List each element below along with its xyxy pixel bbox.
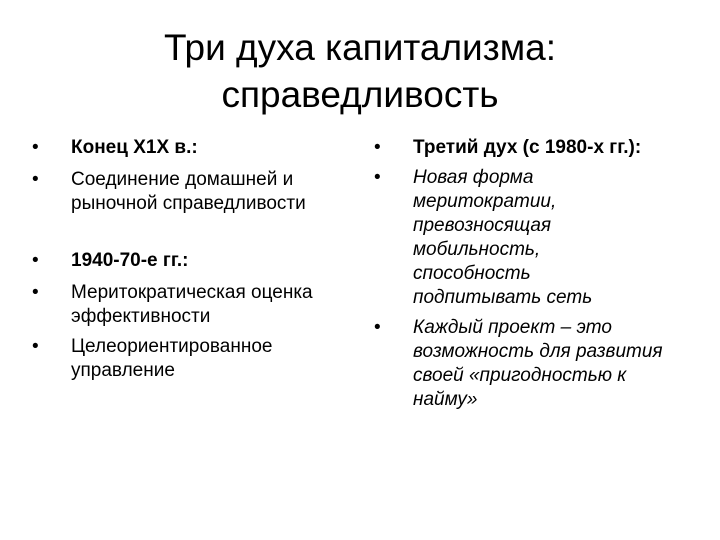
left-bullet-item	[28, 335, 361, 383]
right-bullet-item	[370, 316, 663, 412]
bullet-icon: •	[374, 317, 381, 338]
bullet-icon: •	[374, 167, 381, 188]
slide-title	[40, 24, 680, 118]
right-bullet-item	[370, 136, 663, 160]
left-bullet-item	[28, 281, 361, 329]
left-bullet-item	[28, 249, 348, 273]
left-item-text: Целеориентированное управление	[71, 336, 273, 381]
left-bullet-item	[28, 136, 348, 160]
left-item-text: 1940-70-е гг.:	[71, 250, 189, 271]
left-item-text: Конец Х1Х в.:	[71, 137, 198, 158]
right-item-text: Каждый проект – это возможность для развития своей «пригодностью к найму»	[413, 317, 663, 410]
right-item-text: Третий дух (с 1980-х гг.):	[413, 137, 642, 158]
left-item-text: Меритократическая оценка эффективности	[71, 282, 313, 327]
bullet-icon: •	[32, 169, 39, 190]
spacer	[28, 222, 348, 249]
bullet-icon: •	[32, 137, 39, 158]
left-bullet-item	[28, 168, 326, 216]
right-item-text: Новая форма меритократии, превозносящая мобильность, способность подпитывать сеть	[413, 167, 593, 308]
bullet-icon: •	[32, 250, 39, 271]
right-column	[370, 136, 670, 418]
bullet-icon: •	[374, 137, 381, 158]
bullet-icon: •	[32, 336, 39, 357]
slide-title-line-1: Три духа капитализма:	[164, 27, 556, 68]
slide-title-line-2: справедливость	[221, 74, 499, 115]
left-column	[28, 136, 348, 389]
bullet-icon: •	[32, 282, 39, 303]
left-item-text: Соединение домашней и рыночной справедливости	[71, 169, 306, 214]
right-bullet-item	[370, 166, 648, 310]
